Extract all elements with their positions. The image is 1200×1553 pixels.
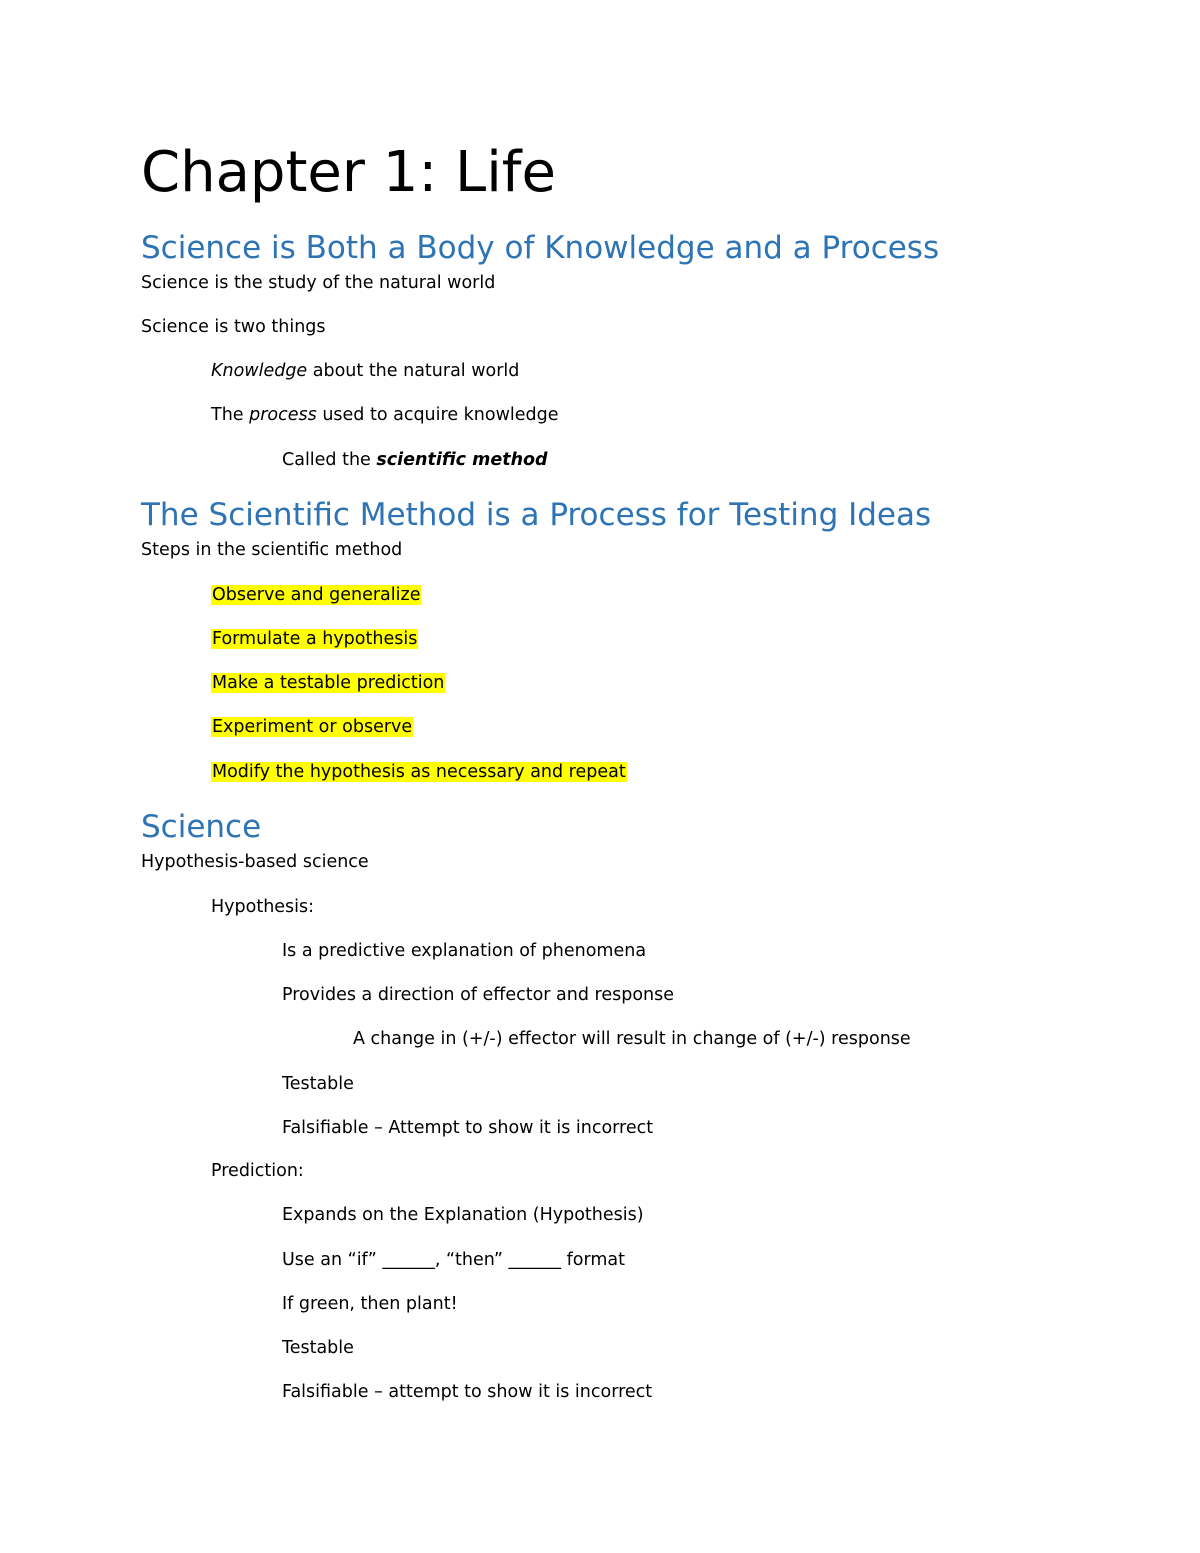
step-item [211,714,413,740]
knowledge-rest: about the natural world [307,361,520,381]
called-prefix: Called the [282,450,377,470]
process-prefix: The [211,405,250,425]
knowledge-emphasis: Knowledge [211,361,308,381]
highlighted-step: Formulate a hypothesis [212,629,418,649]
section-heading-body-of-knowledge: Science is Both a Body of Knowledge and a Process [141,230,940,266]
list-item: If green, then plant! [282,1294,458,1314]
list-item: Expands on the Explanation (Hypothesis) [282,1205,644,1225]
paragraph-science-two-things: Science is two things [141,317,326,337]
list-item: Falsifiable – attempt to show it is incorrect [282,1382,653,1402]
prediction-label: Prediction: [211,1161,304,1181]
step-item [211,670,445,696]
highlighted-step: Make a testable prediction [212,673,445,693]
section-heading-science: Science [141,809,262,845]
paragraph-hypothesis-based-science: Hypothesis-based science [141,852,369,872]
highlighted-step: Experiment or observe [212,717,413,737]
highlighted-step: Modify the hypothesis as necessary and repeat [212,762,626,782]
step-item [211,626,418,652]
step-item [211,759,627,785]
process-rest: used to acquire knowledge [316,405,559,425]
list-item: Testable [282,1074,354,1094]
paragraph-science-definition: Science is the study of the natural world [141,273,496,293]
list-item: Use an “if” ______, “then” ______ format [282,1250,625,1270]
list-item: Testable [282,1338,354,1358]
scientific-method-emphasis: scientific method [376,450,548,470]
step-item [211,582,421,608]
paragraph-process [211,402,559,428]
page-title: Chapter 1: Life [141,140,556,205]
list-item: Is a predictive explanation of phenomena [282,941,647,961]
highlighted-step: Observe and generalize [212,585,421,605]
section-heading-scientific-method: The Scientific Method is a Process for Testing Ideas [141,497,932,533]
paragraph-knowledge [211,358,519,384]
list-item: Provides a direction of effector and response [282,985,675,1005]
list-item: A change in (+/-) effector will result in change of (+/-) response [353,1029,911,1049]
hypothesis-label: Hypothesis: [211,897,315,917]
paragraph-called-scientific-method [282,447,548,473]
process-emphasis: process [249,405,317,425]
paragraph-steps-intro: Steps in the scientific method [141,540,403,560]
list-item: Falsifiable – Attempt to show it is incorrect [282,1118,654,1138]
